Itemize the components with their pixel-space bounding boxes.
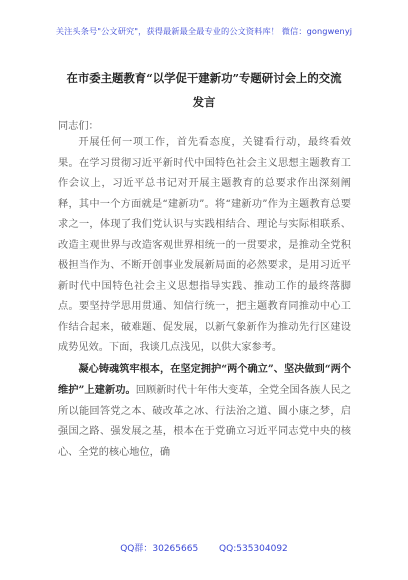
document-title: [52, 66, 356, 114]
paragraph-2: [58, 359, 351, 464]
salutation: 同志们：: [58, 121, 99, 132]
title-line-1: 在市委主题教育“以学促干建新功”专题研讨会上的交流: [66, 71, 342, 85]
title-line-2: 发言: [192, 95, 216, 109]
header-promo-note: 关注头条号"公文研究"，获得最新最全最专业的公文资料库！ 微信：gongwenyj: [55, 26, 353, 36]
paragraph-1: 开展任何一项工作，首先看态度，关键看行动，最终看效果。在学习贯彻习近平新时代中国特色社会主义思想主题教育工作会议上，习近平总书记对开展主题教育的总要求作出深刻阐释，其中一个方面就是“建新功”。将“建新功”作为主题教育总要求之一，体现了我们党认识与实践相结合、理论与实际相联系、改造主观世界与改造客观世界相统一的一贯要求，是推动全党积极担当作为、不断开创事业发展新局面的必然要求，是用习近平新时代中国特色社会主义思想指导实践、推动工作的最终落脚点。要坚持学思用贯通、知信行统一，把主题教育同推动中心工作结合起来，破难题、促发展，以新气象新作为推动先行区建设成势见效。下面，我谈几点浅见，以供大家参考。: [58, 137, 351, 353]
paragraph-2-text: 回顾新时代十年伟大变革，全党全国各族人民之所以能回答党之本、破改革之冰、行法治之道、圆小康之梦，启强国之路、强发展之基，根本在于党确立习近平同志党中央的核心、全党的核心地位，确: [58, 385, 352, 458]
footer-contacts: QQ群：30265665 QQ:535304092: [120, 544, 288, 554]
section-heading-2: 凝心铸魂筑牢根本，在坚定拥护“两个确立”、坚决做到“两个维护”上建新功。: [58, 362, 351, 396]
document-body: [58, 133, 351, 463]
